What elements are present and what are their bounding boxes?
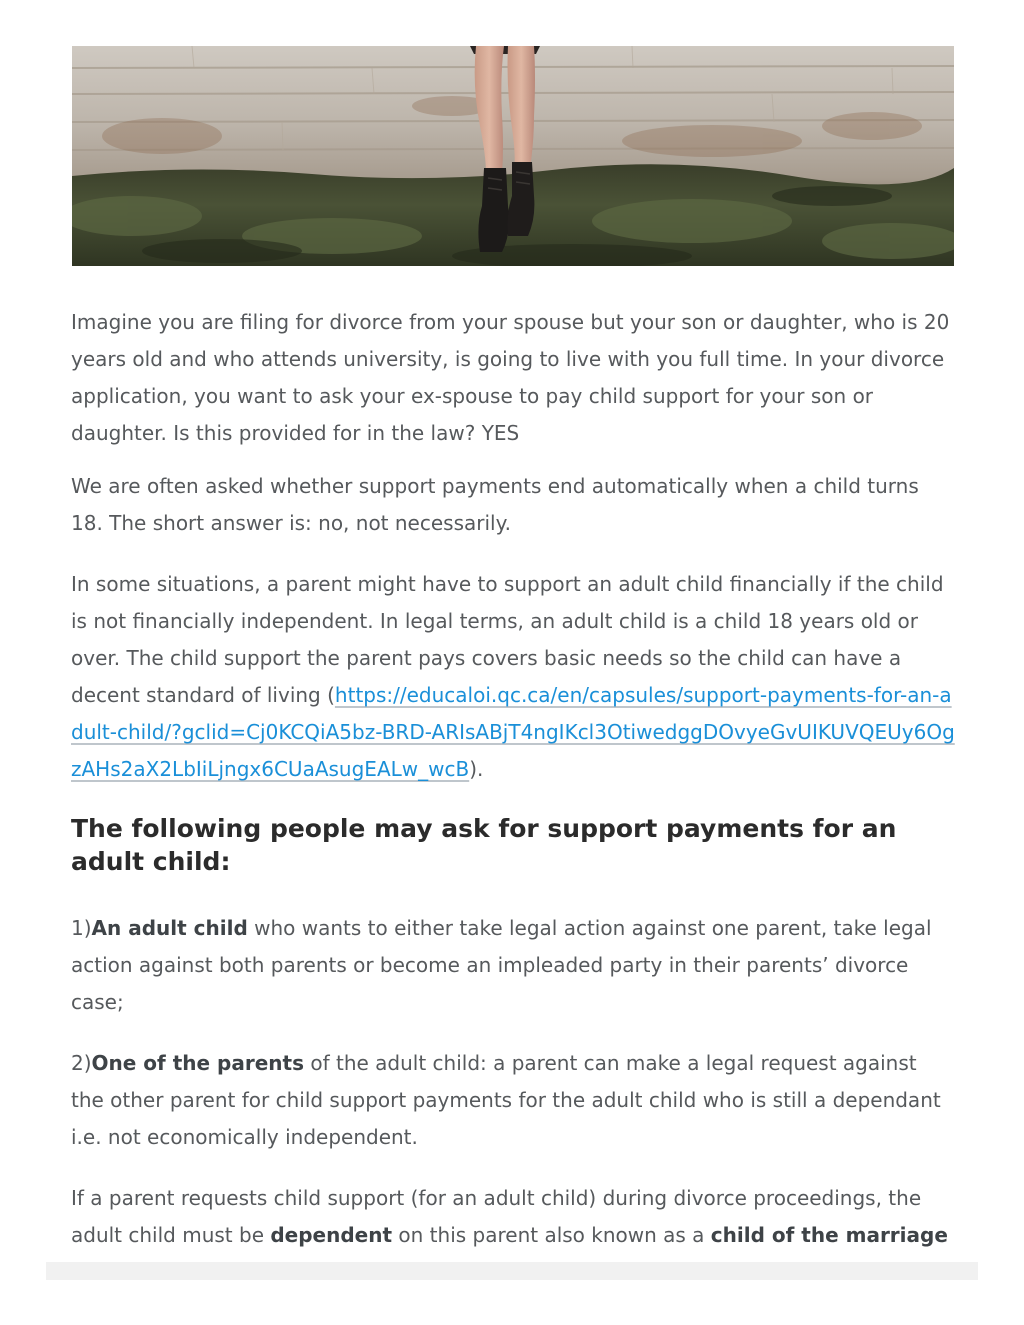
educaloi-link[interactable]: https://educaloi.qc.ca/en/capsules/support-payments-for-an-adult-child/?gclid=Cj0KCQiA5bz-BRD-ARIsABjT4ngIKcl3OtiwedggDOvyeGvUIKUVQEUy6OgzAHs2aX2LbIiLjngx6CUaAsugEALw_wcB	[71, 683, 955, 781]
bold-child-of-marriage: child of the marriage	[710, 1223, 948, 1247]
item-number: 1)	[71, 916, 92, 940]
list-item-parents	[71, 1045, 955, 1156]
intro-paragraph: Imagine you are filing for divorce from your spouse but your son or daughter, who is 20 years old and who attends university, is going to live with you full time. In your divorce application, you want to ask your ex-spouse to pay child support for your son or daughter. Is this provided for in the law? YES	[71, 310, 950, 445]
article-body	[71, 304, 955, 1291]
short-answer-paragraph: We are often asked whether support payments end automatically when a child turns 18. The short answer is: no, not necessarily.	[71, 474, 919, 535]
bottom-overlay-bar	[46, 1262, 978, 1280]
item-text: who wants to either take legal action against one parent, take legal action against both parents or become an impleaded party in their parents’ divorce case;	[71, 916, 932, 1014]
item-bold-label: An adult child	[91, 916, 248, 940]
paragraph-text: on this parent also known as a	[392, 1223, 711, 1247]
hero-image	[72, 46, 954, 266]
paragraph-text: If a parent requests child support (for an adult child) during divorce proceedings, the adult child must be	[71, 1186, 922, 1247]
list-item-adult-child	[71, 910, 955, 1021]
bold-dependent: dependent	[270, 1223, 393, 1247]
section-heading: The following people may ask for support payments for an adult child:	[71, 814, 897, 876]
paragraph-text: In some situations, a parent might have to support an adult child financially if the child is not financially independent. In legal terms, an adult child is a child 18 years old or over. The child support the parent pays covers basic needs so the child can have a decent standard of living (	[71, 572, 944, 707]
adult-child-paragraph	[71, 566, 955, 788]
paragraph-end: ).	[469, 757, 484, 781]
item-number: 2)	[71, 1051, 92, 1075]
item-bold-label: One of the parents	[91, 1051, 304, 1075]
photo-legs-boots-grass-icon	[72, 46, 954, 266]
item-text: of the adult child: a parent can make a legal request against the other parent for child support payments for the adult child who is still a dependant i.e. not economically independent.	[71, 1051, 941, 1149]
